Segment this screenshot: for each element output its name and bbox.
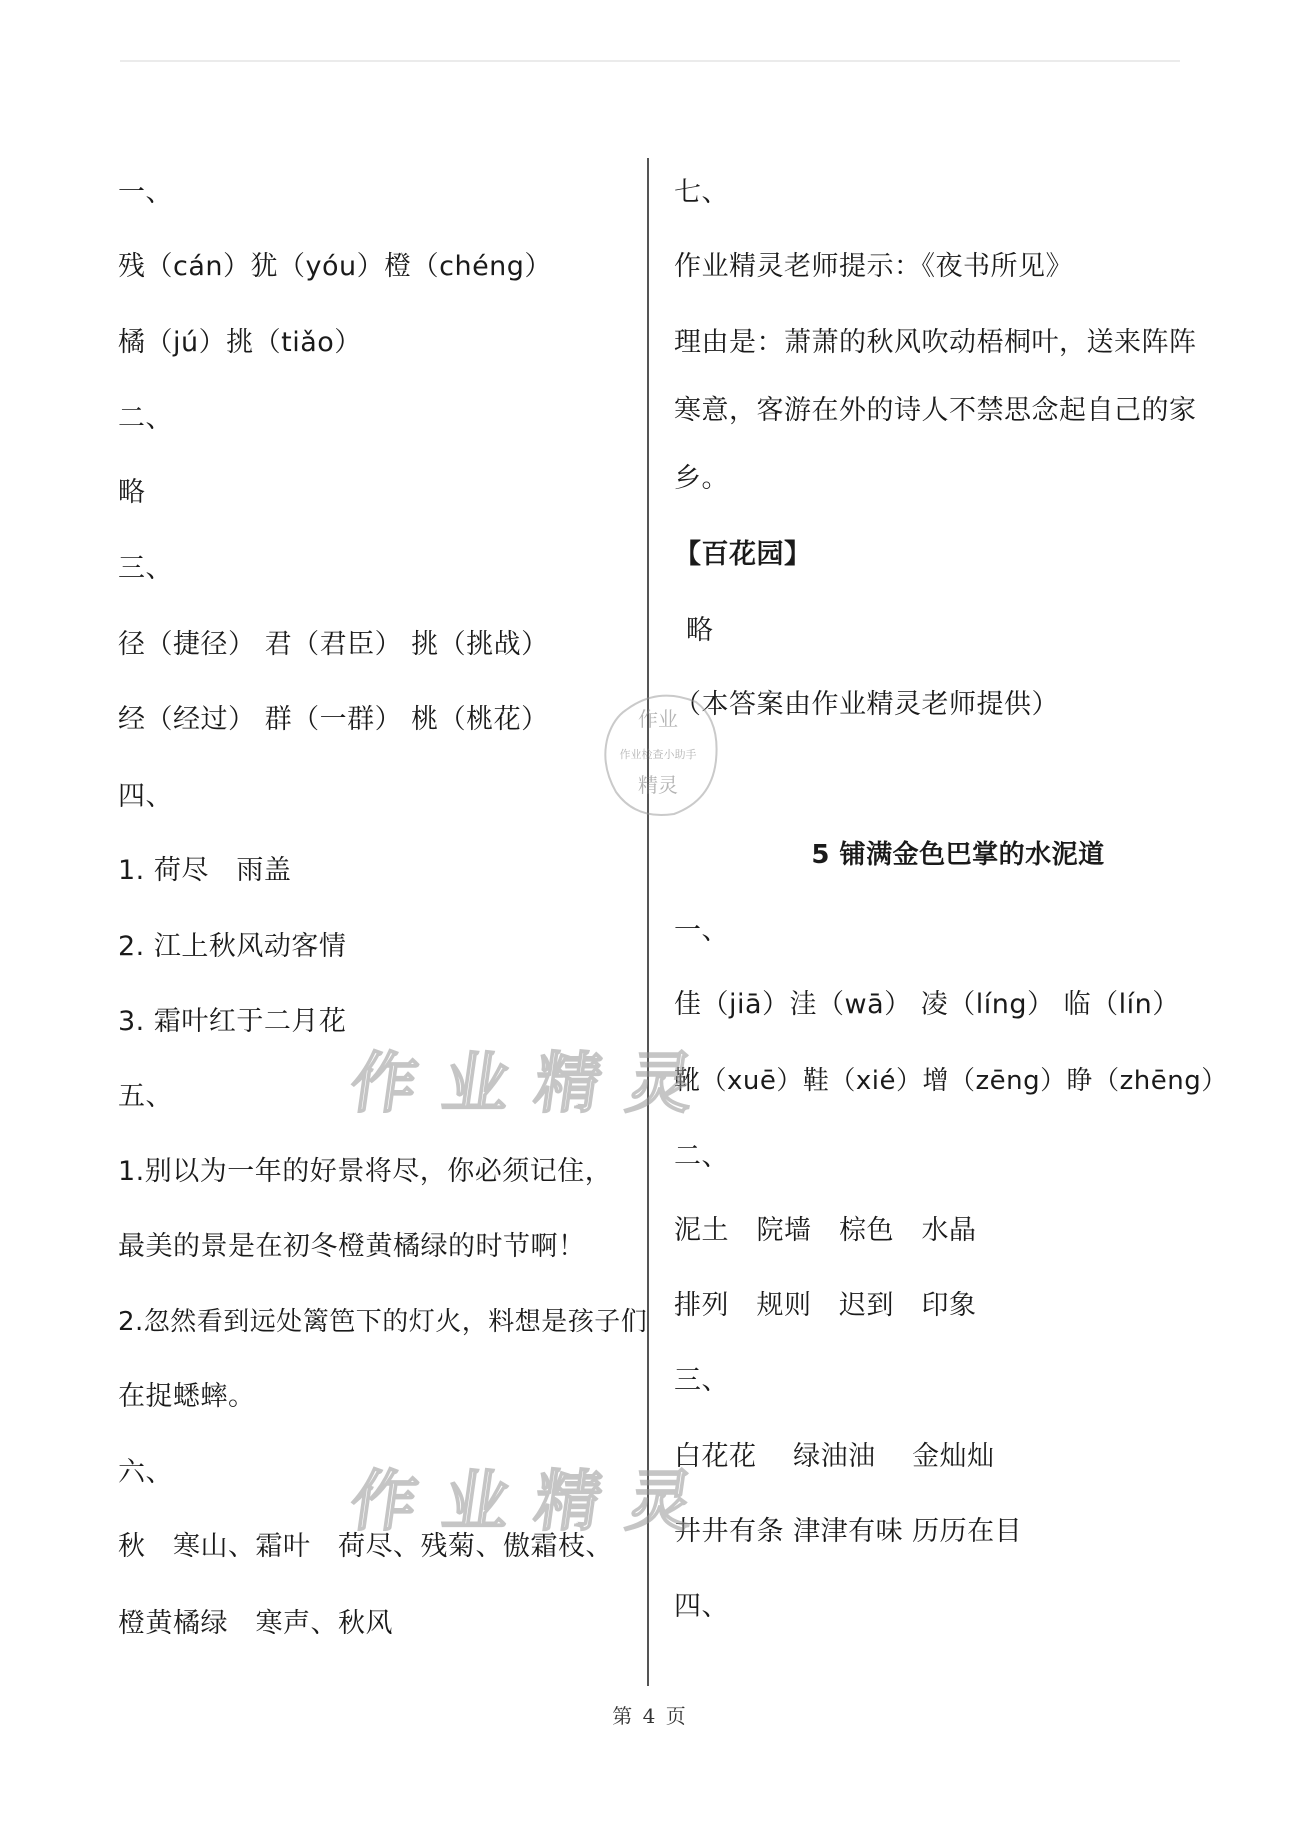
answer-line: 略 (686, 615, 714, 646)
section-heading: 五、 (118, 1081, 173, 1112)
answer-line: 作业精灵老师提示：《夜书所见》 (674, 251, 1073, 282)
section-heading: 四、 (118, 781, 173, 812)
section-heading: 二、 (674, 1141, 729, 1172)
lesson-title: 5 铺满金色巴掌的水泥道 (811, 840, 1105, 870)
answer-line: 在捉蟋蟀。 (118, 1381, 256, 1412)
answer-line: 略 (118, 477, 146, 508)
section-heading: 七、 (674, 177, 729, 208)
answer-line: 佳（jiā）洼（wā） 凌（líng） 临（lín） (674, 989, 1180, 1020)
answer-line: 2. 江上秋风动客情 (118, 931, 347, 962)
answer-line: 2.忽然看到远处篱笆下的灯火，料想是孩子们 (118, 1307, 648, 1337)
section-heading: 三、 (674, 1365, 729, 1396)
answer-line: 白花花 绿油油 金灿灿 (674, 1441, 995, 1472)
answer-line: 1. 荷尽 雨盖 (118, 855, 292, 886)
section-heading: 一、 (674, 915, 729, 946)
answer-line: 寒意，客游在外的诗人不禁思念起自己的家 (674, 395, 1197, 426)
stamp-shape (596, 680, 720, 820)
answer-line: 橙黄橘绿 寒声、秋风 (118, 1608, 393, 1639)
answer-line: 井井有条 津津有味 历历在目 (674, 1516, 1023, 1547)
stamp-text-bottom: 精灵 (638, 773, 678, 797)
section-heading: 六、 (118, 1457, 173, 1488)
answer-line: 乡。 (674, 463, 729, 494)
watermark-text: 作业精灵 (345, 1044, 725, 1122)
answer-line: 残（cán）犹（yóu）橙（chéng） (118, 251, 552, 282)
section-heading: 四、 (674, 1591, 729, 1622)
answer-line: 理由是：萧萧的秋风吹动梧桐叶，送来阵阵 (674, 327, 1197, 358)
stamp-text-middle: 作业检查小助手 (619, 748, 697, 761)
answer-line: 径（捷径） 君（君臣） 挑（挑战） (118, 629, 549, 660)
answer-line: 橘（jú）挑（tiǎo） (118, 327, 362, 358)
answer-line: 最美的景是在初冬橙黄橘绿的时节啊！ (118, 1231, 586, 1262)
answer-line: 经（经过） 群（一群） 桃（桃花） (118, 704, 549, 735)
answer-line: 1.别以为一年的好景将尽，你必须记住， (118, 1156, 613, 1187)
watermark-stamp-logo (596, 680, 720, 820)
answer-line: 靴（xuē）鞋（xié）增（zēng）睁（zhēng） (674, 1066, 1228, 1096)
answer-line: 泥土 院墙 棕色 水晶 (674, 1215, 977, 1246)
scan-artifact (120, 60, 1180, 62)
answer-line: 秋 寒山、霜叶 荷尽、残菊、傲霜枝、 (118, 1531, 613, 1562)
credit-note: （本答案由作业精灵老师提供） (674, 689, 1059, 720)
answer-line: 排列 规则 迟到 印象 (674, 1290, 977, 1321)
page-number: 第 4 页 (612, 1704, 688, 1728)
section-heading: 一、 (118, 177, 173, 208)
section-heading-garden: 【百花园】 (674, 539, 812, 570)
watermark-text: 作业精灵 (345, 1462, 725, 1540)
stamp-text-top: 作业 (638, 707, 678, 731)
section-heading: 三、 (118, 553, 173, 584)
section-heading: 二、 (118, 403, 173, 434)
answer-line: 3. 霜叶红于二月花 (118, 1006, 347, 1037)
